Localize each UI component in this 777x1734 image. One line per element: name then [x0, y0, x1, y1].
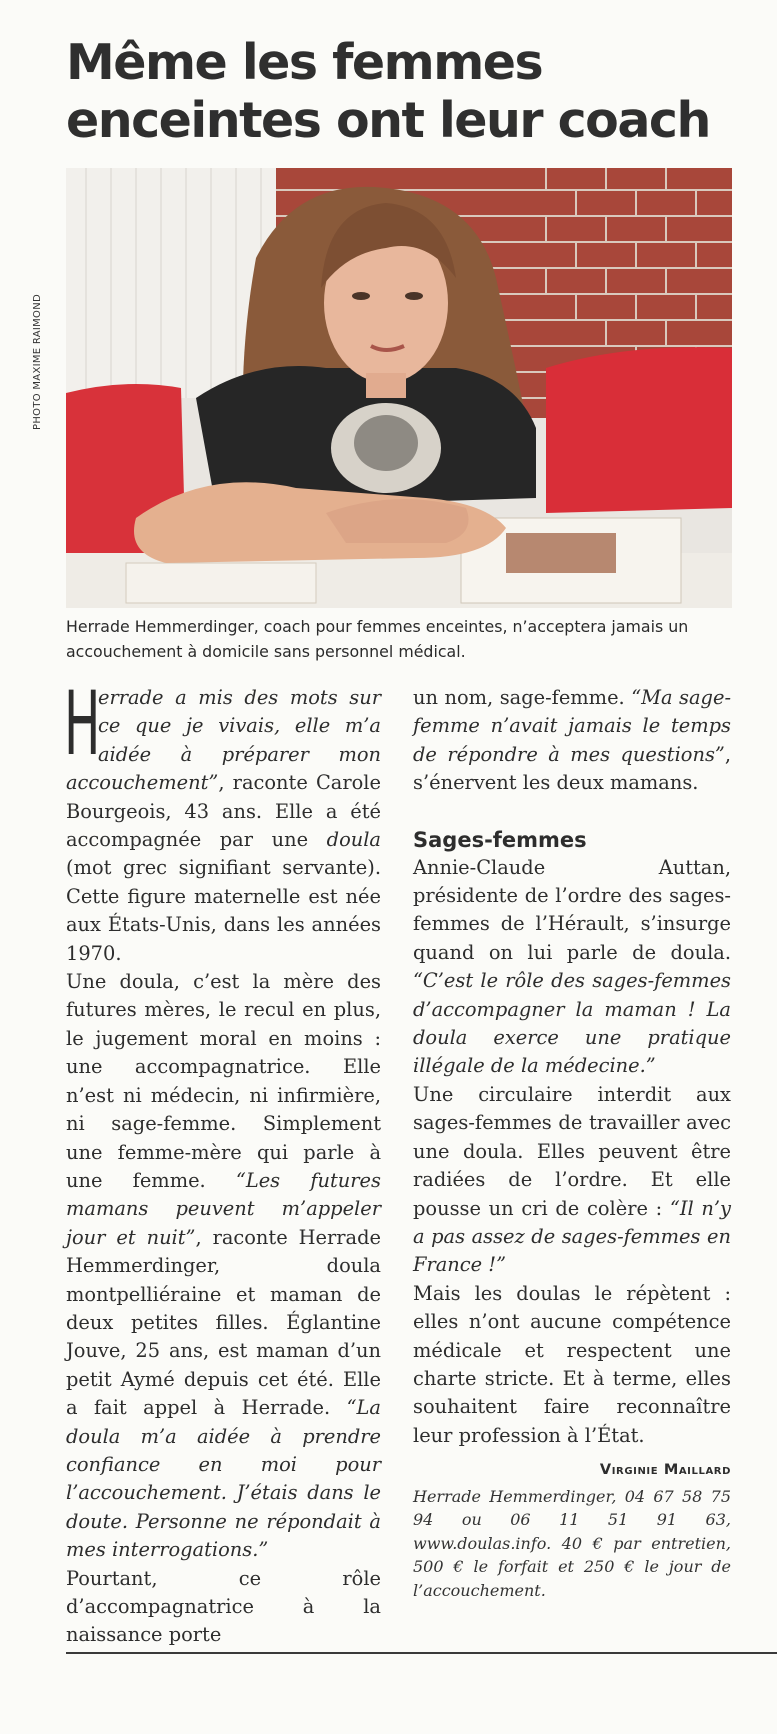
- emphasis: doula: [326, 828, 381, 852]
- photo-illustration: [66, 168, 732, 608]
- quote: “La doula m’a aidée à prendre confiance en moi pour l’accouchement. J’étais dans le doute. Personne ne répondait à mes interrogations.”: [66, 1396, 381, 1562]
- drop-cap: H: [64, 672, 101, 775]
- paragraph: [413, 684, 731, 798]
- quote: “Les futures mamans peuvent m’appeler jour et nuit”: [66, 1168, 381, 1249]
- quote: “Ma sage-femme n’avait jamais le temps de répondre à mes questions”: [413, 686, 731, 766]
- quote: errade a mis des mots sur ce que je vivais, elle m’a aidée à préparer mon accouchement”: [66, 686, 381, 795]
- text-run: Annie-Claude Auttan, présidente de l’ordre des sages-femmes de l’Hérault, s’insurge quand on lui parle de doula.: [413, 855, 731, 964]
- headline: Même les femmes enceintes ont leur coach: [66, 34, 710, 149]
- photo-caption: Herrade Hemmerdinger, coach pour femmes enceintes, n’acceptera jamais un accouchement à domicile sans personnel médical.: [66, 617, 689, 661]
- article-column-right: [413, 684, 731, 1602]
- article-photo: [66, 168, 732, 608]
- article-column-left: [64, 672, 381, 1650]
- bottom-rule: [66, 1652, 777, 1654]
- text-run: , raconte Carole Bourgeois, 43 ans. Elle a été accompagnée par une: [66, 771, 381, 852]
- contact-info: Herrade Hemmerdinger, 04 67 58 75 94 ou 06 11 51 91 63, www.doulas.info. 40 € par entretien, 500 € le forfait et 250 € le jour de l’accouchement.: [413, 1486, 731, 1600]
- text-run: Une circulaire interdit aux sages-femmes de travailler avec une doula. Elles peuvent être radiées de l’ordre. Et elle pousse un cri de colère :: [413, 1082, 731, 1220]
- paragraph: [413, 854, 731, 1081]
- quote: “C’est le rôle des sages-femmes d’accompagner la maman ! La doula exerce une pratique illégale de la médecine.”: [413, 969, 731, 1078]
- paragraph: [413, 1280, 731, 1450]
- text-run: Une doula, c’est la mère des futures mères, le recul en plus, le jugement moral en moins : une accompagnatrice. Elle n’est ni médecin, ni infirmière, ni sage-femme. Simplement une femme-mère qui parle à une femme.: [66, 970, 381, 1192]
- quote: “Il n’y a pas assez de sages-femmes en France !”: [413, 1196, 731, 1277]
- paragraph: [64, 672, 381, 968]
- paragraph: [66, 968, 381, 1565]
- text-run: , s’énervent les deux mamans.: [413, 742, 731, 795]
- text-run: (mot grec signifiant servante). Cette figure maternelle est née aux États-Unis, dans les années 1970.: [66, 856, 381, 965]
- text-run: Pourtant, ce rôle d’accompagnatrice à la naissance porte: [66, 1566, 381, 1647]
- section-subhead: Sages-femmes: [413, 827, 587, 852]
- text-run: , raconte Herrade Hemmerdinger, doula montpelliéraine et maman de deux petites filles. Églantine Jouve, 25 ans, est maman d’un petit Aymé depuis cet été. Elle a fait appel à Herrade.: [66, 1225, 381, 1420]
- photo-credit: PHOTO MAXIME RAIMOND: [32, 294, 43, 430]
- paragraph: [66, 1565, 381, 1650]
- text-run: un nom, sage-femme.: [413, 686, 632, 709]
- text-run: Mais les doulas le répètent : elles n’ont aucune compétence médicale et respectent une charte stricte. Et à terme, elles souhaitent faire reconnaître leur profession à l’État.: [413, 1281, 731, 1447]
- paragraph: [413, 1081, 731, 1280]
- author-signature: Virginie Maillard: [599, 1462, 731, 1479]
